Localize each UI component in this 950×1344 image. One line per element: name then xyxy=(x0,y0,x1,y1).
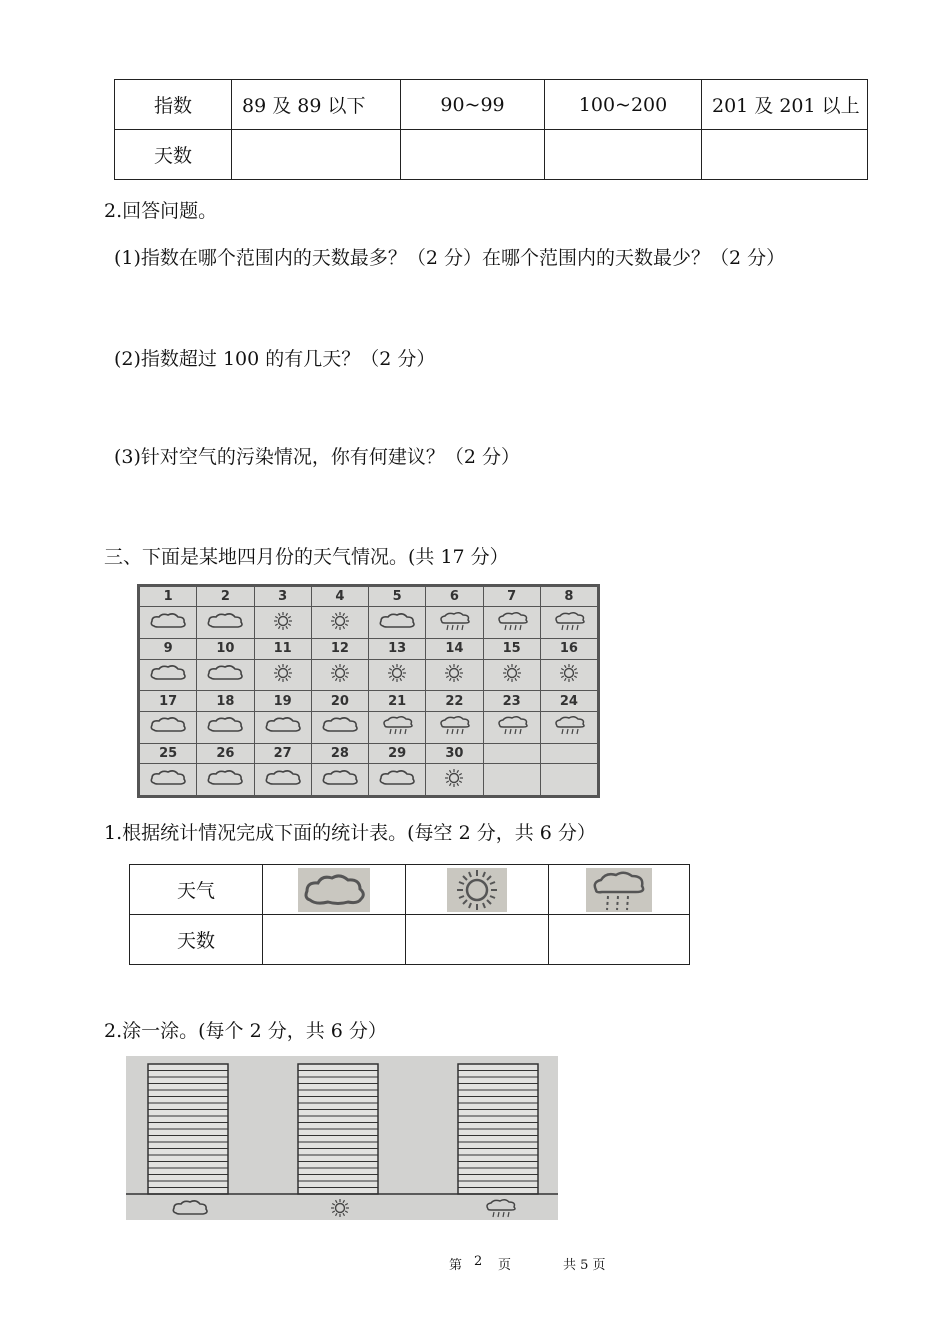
coloring-svg xyxy=(126,1056,558,1220)
rain-icon xyxy=(540,607,597,639)
aqi-header-row xyxy=(115,80,868,130)
calendar-weather-row xyxy=(140,607,598,639)
calendar-empty-cell xyxy=(540,743,597,763)
calendar-weather-row xyxy=(140,659,598,691)
weather-stats-table xyxy=(129,864,690,965)
weather-icon-cell xyxy=(406,865,549,915)
question-1: (1)指数在哪个范围内的天数最多？（2 分）在哪个范围内的天数最少？（2 分） xyxy=(114,247,786,269)
calendar-date-row xyxy=(140,691,598,711)
calendar-weather-row xyxy=(140,711,598,743)
calendar-day-number: 10 xyxy=(197,639,254,659)
footer-page-label: 第 xyxy=(449,1258,463,1273)
calendar-day-number: 28 xyxy=(311,743,368,763)
calendar-day-number: 13 xyxy=(369,639,426,659)
cloud-icon xyxy=(140,659,197,691)
footer-page-number: 2 xyxy=(474,1254,483,1269)
cloud-icon xyxy=(197,659,254,691)
calendar-day-number: 24 xyxy=(540,691,597,711)
calendar-day-number: 9 xyxy=(140,639,197,659)
calendar-day-number: 1 xyxy=(140,587,197,607)
section3-title: 三、下面是某地四月份的天气情况。(共 17 分） xyxy=(104,546,509,568)
sun-icon xyxy=(254,659,311,691)
cloud-icon xyxy=(140,764,197,796)
cloud-icon xyxy=(197,607,254,639)
calendar-day-number: 11 xyxy=(254,639,311,659)
cloud-icon xyxy=(254,764,311,796)
cloud-icon xyxy=(254,711,311,743)
cloud-icon xyxy=(140,607,197,639)
aqi-range-3: 100~200 xyxy=(545,80,702,130)
calendar-day-number: 14 xyxy=(426,639,483,659)
calendar-day-number: 29 xyxy=(369,743,426,763)
q3-1-title: 1.根据统计情况完成下面的统计表。(每空 2 分，共 6 分） xyxy=(104,822,596,844)
cloud-icon xyxy=(369,607,426,639)
weather-calendar xyxy=(137,584,600,798)
weather-icon-cell xyxy=(549,865,690,915)
rain-icon xyxy=(487,1200,515,1217)
rain-icon xyxy=(426,711,483,743)
calendar-day-number: 17 xyxy=(140,691,197,711)
sun-icon xyxy=(426,764,483,796)
calendar-weather-row xyxy=(140,764,598,796)
sun-icon xyxy=(540,659,597,691)
calendar-day-number: 23 xyxy=(483,691,540,711)
rain-icon xyxy=(540,711,597,743)
calendar-day-number: 30 xyxy=(426,743,483,763)
weather-days-cell[interactable] xyxy=(549,915,690,965)
calendar-day-number: 26 xyxy=(197,743,254,763)
calendar-date-row xyxy=(140,743,598,763)
cloud-icon xyxy=(140,711,197,743)
weather-days-cell[interactable] xyxy=(263,915,406,965)
bar-chart-coloring-area xyxy=(126,1056,558,1220)
calendar-day-number: 18 xyxy=(197,691,254,711)
calendar-empty-cell xyxy=(483,743,540,763)
weather-days-row xyxy=(130,915,690,965)
calendar-empty-cell xyxy=(540,764,597,796)
cloud-icon xyxy=(311,764,368,796)
cloud-icon xyxy=(173,1201,207,1214)
calendar-day-number: 16 xyxy=(540,639,597,659)
aqi-days-cell[interactable] xyxy=(401,130,545,180)
aqi-days-cell[interactable] xyxy=(702,130,868,180)
cloud-icon xyxy=(298,868,370,912)
question-3: (3)针对空气的污染情况，你有何建议？（2 分） xyxy=(114,446,521,468)
cloud-icon xyxy=(369,764,426,796)
sun-icon xyxy=(331,1199,349,1217)
coloring-column[interactable] xyxy=(148,1064,228,1194)
rain-icon xyxy=(369,711,426,743)
rain-icon xyxy=(483,711,540,743)
cloud-icon xyxy=(311,711,368,743)
aqi-range-4: 201 及 201 以上 xyxy=(702,80,868,130)
calendar-day-number: 3 xyxy=(254,587,311,607)
calendar-day-number: 15 xyxy=(483,639,540,659)
sun-icon xyxy=(369,659,426,691)
calendar-grid xyxy=(139,586,598,796)
calendar-date-row xyxy=(140,587,598,607)
aqi-range-2: 90~99 xyxy=(401,80,545,130)
aqi-days-cell[interactable] xyxy=(232,130,401,180)
weather-label: 天气 xyxy=(130,865,263,915)
aqi-index-label: 指数 xyxy=(115,80,232,130)
sun-icon xyxy=(311,659,368,691)
weather-row xyxy=(130,865,690,915)
weather-days-cell[interactable] xyxy=(406,915,549,965)
rain-icon xyxy=(586,868,652,912)
calendar-day-number: 2 xyxy=(197,587,254,607)
sun-icon xyxy=(447,868,507,912)
calendar-day-number: 6 xyxy=(426,587,483,607)
section2-title: 2.回答问题。 xyxy=(104,200,218,222)
calendar-day-number: 19 xyxy=(254,691,311,711)
calendar-day-number: 12 xyxy=(311,639,368,659)
aqi-range-1: 89 及 89 以下 xyxy=(232,80,401,130)
weather-days-label: 天数 xyxy=(130,915,263,965)
rain-icon xyxy=(426,607,483,639)
sun-icon xyxy=(483,659,540,691)
sun-icon xyxy=(311,607,368,639)
cloud-icon xyxy=(197,764,254,796)
calendar-day-number: 27 xyxy=(254,743,311,763)
q3-2-title: 2.涂一涂。(每个 2 分，共 6 分） xyxy=(104,1020,387,1042)
calendar-day-number: 20 xyxy=(311,691,368,711)
calendar-day-number: 8 xyxy=(540,587,597,607)
calendar-day-number: 22 xyxy=(426,691,483,711)
cloud-icon xyxy=(197,711,254,743)
footer-page-unit: 页 xyxy=(498,1258,512,1273)
weather-icon-cell xyxy=(263,865,406,915)
calendar-empty-cell xyxy=(483,764,540,796)
footer-total: 共 5 页 xyxy=(563,1258,606,1273)
aqi-days-row xyxy=(115,130,868,180)
aqi-days-cell[interactable] xyxy=(545,130,702,180)
calendar-day-number: 5 xyxy=(369,587,426,607)
coloring-column[interactable] xyxy=(298,1064,378,1194)
calendar-day-number: 7 xyxy=(483,587,540,607)
aqi-table xyxy=(114,79,868,180)
calendar-day-number: 4 xyxy=(311,587,368,607)
sun-icon xyxy=(426,659,483,691)
rain-icon xyxy=(483,607,540,639)
coloring-column[interactable] xyxy=(458,1064,538,1194)
calendar-day-number: 21 xyxy=(369,691,426,711)
aqi-days-label: 天数 xyxy=(115,130,232,180)
calendar-date-row xyxy=(140,639,598,659)
calendar-day-number: 25 xyxy=(140,743,197,763)
sun-icon xyxy=(254,607,311,639)
question-2: (2)指数超过 100 的有几天？（2 分） xyxy=(114,348,436,370)
